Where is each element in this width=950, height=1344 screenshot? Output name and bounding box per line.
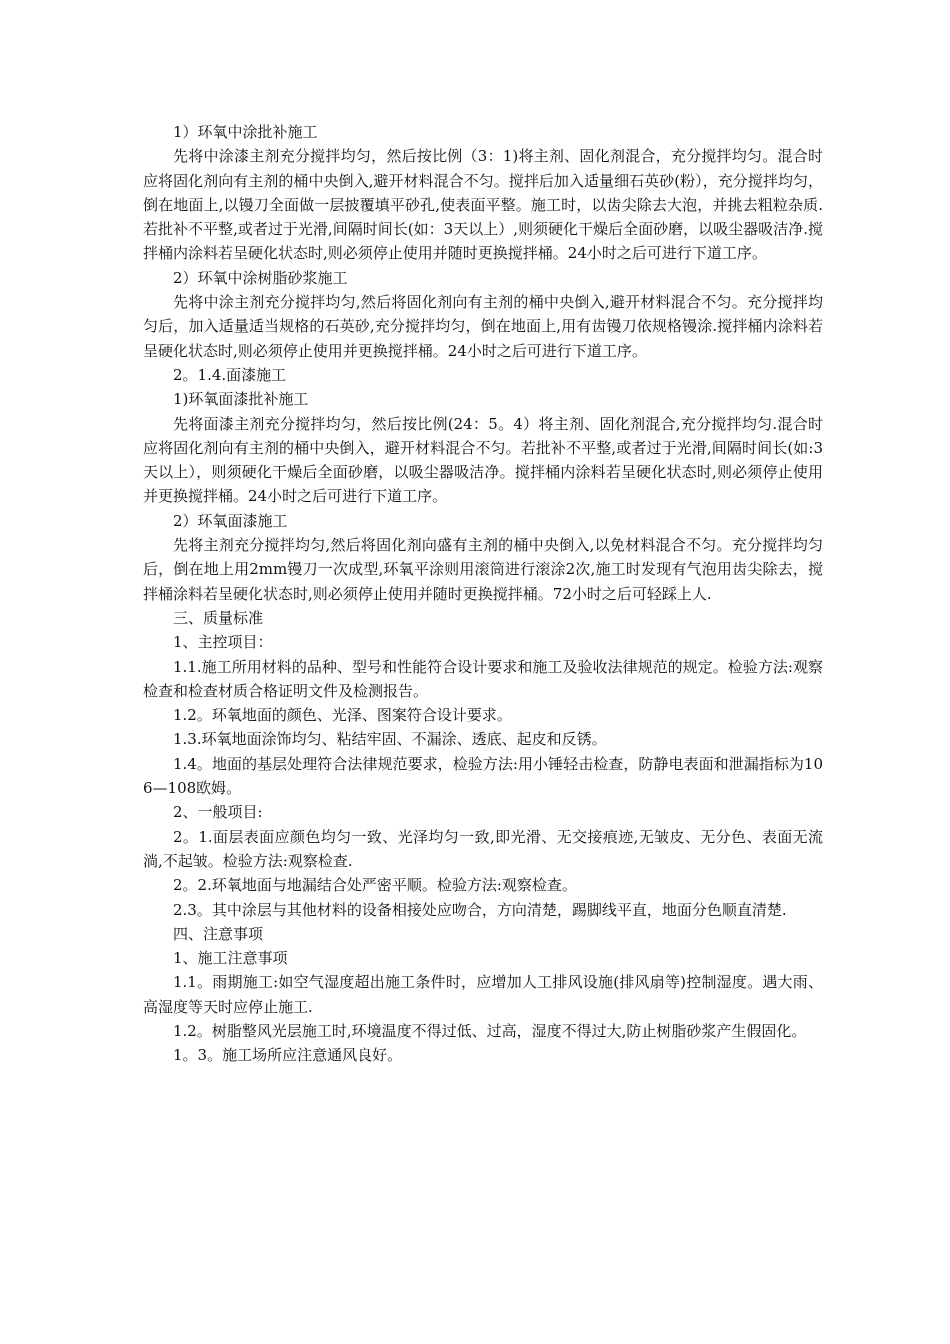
section-heading: 四、注意事项 xyxy=(173,924,264,943)
body-paragraph: 1.2。树脂整风光层施工时,环境温度不得过低、过高，湿度不得过大,防止树脂砂浆产生假固化。 xyxy=(173,1021,807,1040)
body-paragraph: 1.2。环氧地面的颜色、光泽、图案符合设计要求。 xyxy=(173,706,512,725)
document-page xyxy=(143,120,823,1068)
body-paragraph: 2。1.面层表面应颜色均匀一致、光泽均匀一致,即光滑、无交接痕迹,无皱皮、无分色、表面无流淌,不起皱。检验方法:观察检查. xyxy=(143,827,823,870)
body-paragraph: 1。3。施工场所应注意通风良好。 xyxy=(173,1046,403,1065)
body-paragraph: 2。2.环氧地面与地漏结合处严密平顺。检验方法:观察检查。 xyxy=(173,876,577,895)
body-paragraph: 1.3.环氧地面涂饰均匀、粘结牢固、不漏涂、透底、起皮和反锈。 xyxy=(173,730,607,749)
section-heading: 1、施工注意事项 xyxy=(173,949,288,968)
section-heading: 2）环氧中涂树脂砂浆施工 xyxy=(173,268,348,287)
section-heading: 2、一般项目: xyxy=(173,803,263,822)
section-heading: 1）环氧中涂批补施工 xyxy=(173,123,318,141)
body-paragraph: 先将面漆主剂充分搅拌均匀，然后按比例(24：5。4）将主剂、固化剂混合,充分搅拌均匀.混合时应将固化剂向有主剂的桶中央倒入，避开材料混合不匀。若批补不平整,或者过于光滑,间隔时间长(如:3天以上），则须硬化干燥后全面砂磨，以吸尘器吸洁净。搅拌桶内涂料若呈硬化状态时,则必须停止使用并更换搅拌桶。24小时之后可进行下道工序。 xyxy=(143,414,823,506)
body-paragraph: 2.3。其中涂层与其他材料的设备相接处应吻合，方向清楚，踢脚线平直，地面分色顺直清楚. xyxy=(173,900,787,919)
body-paragraph: 1.1.施工所用材料的品种、型号和性能符合设计要求和施工及验收法律规范的规定。检验方法:观察检查和检查材质合格证明文件及检测报告。 xyxy=(143,657,823,700)
body-paragraph: 1.1。雨期施工:如空气湿度超出施工条件时，应增加人工排风设施(排风扇等)控制湿度。遇大雨、高湿度等天时应停止施工. xyxy=(143,973,823,1016)
section-heading: 2）环氧面漆施工 xyxy=(173,511,288,530)
body-paragraph: 先将中涂主剂充分搅拌均匀,然后将固化剂向有主剂的桶中央倒入,避开材料混合不匀。充分搅拌均匀后，加入适量适当规格的石英砂,充分搅拌均匀，倒在地面上,用有齿镘刀依规格镘涂.搅拌桶内涂料若呈硬化状态时,则必须停止使用并更换搅拌桶。24小时之后可进行下道工序。 xyxy=(143,293,823,360)
section-heading: 1、主控项目： xyxy=(173,633,273,652)
body-paragraph: 1.4。地面的基层处理符合法律规范要求，检验方法:用小锤轻击检查，防静电表面和泄漏指标为106—108欧姆。 xyxy=(143,754,823,798)
section-heading: 1)环氧面漆批补施工 xyxy=(173,390,309,409)
body-paragraph: 先将中涂漆主剂充分搅拌均匀，然后按比例（3：1)将主剂、固化剂混合，充分搅拌均匀。混合时应将固化剂向有主剂的桶中央倒入,避开材料混合不匀。搅拌后加入适量细石英砂(粉），充分搅拌均匀，倒在地面上,以镘刀全面做一层披覆填平砂孔,使表面平整。施工时，以齿尖除去大泡，并挑去粗粒杂质.若批补不平整,或者过于光滑,间隔时间长(如：3天以上）,则须硬化干燥后全面砂磨，以吸尘器吸洁净.搅拌桶内涂料若呈硬化状态时,则必须停止使用并随时更换搅拌桶。24小时之后可进行下道工序。 xyxy=(143,147,823,263)
section-heading: 2。1.4.面漆施工 xyxy=(173,365,287,384)
section-heading: 三、质量标准 xyxy=(173,608,264,627)
body-paragraph: 先将主剂充分搅拌均匀,然后将固化剂向盛有主剂的桶中央倒入,以免材料混合不匀。充分搅拌均匀后，倒在地上用2mm镘刀一次成型,环氧平涂则用滚筒进行滚涂2次,施工时发现有气泡用齿尖除去，搅拌桶涂料若呈硬化状态时,则必须停止使用并随时更换搅拌桶。72小时之后可轻踩上人. xyxy=(143,536,823,603)
